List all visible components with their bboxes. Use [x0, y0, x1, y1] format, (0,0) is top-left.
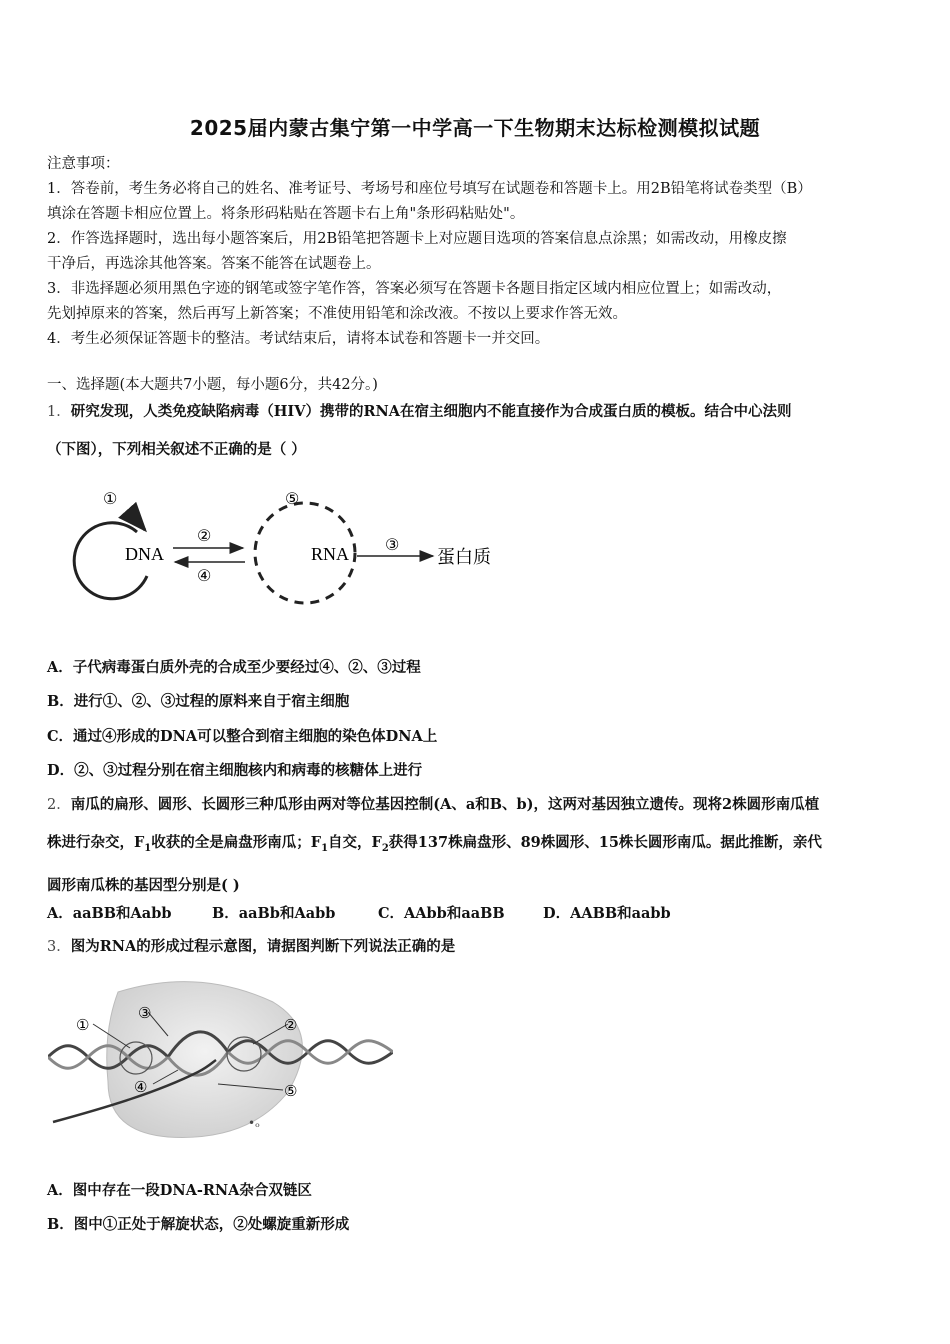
marker-1: ① — [76, 1016, 90, 1034]
marker-5: ⑤ — [284, 1082, 298, 1100]
question-number: 1． — [47, 404, 71, 420]
question-text: 株进行杂交，$F_1$收获的全是扁盘形南瓜；$F_1$自交，$F_2$获得137株扁盘形、89株圆形、15株长圆形南瓜。据此推断，亲代 — [47, 834, 822, 854]
question-2 — [47, 786, 909, 904]
marker-4: ④ — [134, 1078, 148, 1096]
notice-line: 1．答卷前，考生务必将自己的姓名、准考证号、考场号和座位号填写在试题卷和答题卡上。用2B铅笔将试卷类型（B） — [47, 181, 812, 197]
marker-2: ② — [284, 1016, 298, 1034]
replication-arrow — [126, 518, 145, 530]
question-text: 南瓜的扁形、圆形、长圆形三种瓜形由两对等位基因控制(A、a和B、b)，这两对基因独立遗传。现将2株圆形南瓜植 — [70, 796, 820, 813]
question-3 — [47, 928, 909, 966]
rna-polymerase-shape — [107, 982, 303, 1138]
option-c: C．AAbb和aaBB — [378, 905, 505, 922]
page-title: 2025届内蒙古集宁第一中学高一下生物期末达标检测模拟试题 — [189, 116, 761, 140]
notice-heading: 注意事项： — [47, 156, 120, 172]
notice-line: 干净后，再选涂其他答案。答案不能答在试题卷上。 — [47, 256, 381, 272]
question-text: 图为RNA的形成过程示意图，请据图判断下列说法正确的是 — [70, 938, 456, 955]
rna-label: RNA — [311, 544, 350, 564]
option-a: A．aaBB和Aabb — [47, 905, 172, 922]
question-number: 2． — [47, 797, 71, 813]
transcription-diagram — [48, 972, 393, 1147]
option-a: A．子代病毒蛋白质外壳的合成至少要经过④、②、③过程 — [47, 659, 421, 676]
notice-line: 2．作答选择题时，选出每小题答案后，用2B铅笔把答题卡上对应题目选项的答案信息点涂黑；如需改动，用橡皮擦 — [47, 231, 787, 247]
question-number: 3． — [47, 939, 71, 955]
dna-label: DNA — [125, 544, 164, 564]
label-1: ① — [103, 489, 118, 508]
protein-label: 蛋白质 — [437, 547, 491, 568]
option-c: C．通过④形成的DNA可以整合到宿主细胞的染色体DNA上 — [47, 728, 438, 745]
notice-line: 3．非选择题必须用黑色字迹的钢笔或签字笔作答，答案必须写在答题卡各题目指定区域内相应位置上；如需改动， — [47, 281, 782, 297]
question-text: （下图），下列相关叙述不正确的是（ ） — [47, 441, 306, 458]
label-2: ② — [197, 526, 212, 545]
question-text: 圆形南瓜株的基因型分别是( ) — [47, 876, 240, 894]
option-d: D．②、③过程分别在宿主细胞核内和病毒的核糖体上进行 — [47, 762, 423, 779]
notice-block — [47, 152, 907, 352]
notice-line: 填涂在答题卡相应位置上。将条形码粘贴在答题卡右上角"条形码粘贴处"。 — [47, 206, 525, 222]
label-3: ③ — [385, 535, 400, 554]
option-b: B．图中①正处于解旋状态，②处螺旋重新形成 — [47, 1216, 350, 1233]
notice-line: 先划掉原来的答案，然后再写上新答案；不准使用铅笔和涂改液。不按以上要求作答无效。 — [47, 306, 627, 322]
label-5: ⑤ — [285, 489, 300, 508]
question-text: 研究发现，人类免疫缺陷病毒（HIV）携带的RNA在宿主细胞内不能直接作为合成蛋白质的模板。结合中心法则 — [70, 403, 792, 420]
nucleotide-dots: •ₒ — [248, 1116, 260, 1130]
option-a: A．图中存在一段DNA-RNA杂合双链区 — [47, 1182, 312, 1199]
question-1 — [47, 393, 909, 468]
marker-3: ③ — [138, 1004, 152, 1022]
option-d: D．AABB和aabb — [543, 905, 671, 922]
central-dogma-diagram — [55, 478, 515, 608]
section-heading: 一、选择题(本大题共7小题，每小题6分，共42分。) — [47, 377, 378, 393]
option-b: B．进行①、②、③过程的原料来自于宿主细胞 — [47, 693, 350, 710]
notice-line: 4．考生必须保证答题卡的整洁。考试结束后，请将本试卷和答题卡一并交回。 — [47, 331, 550, 347]
option-b: B．aaBb和Aabb — [212, 905, 336, 922]
label-4: ④ — [197, 566, 212, 585]
